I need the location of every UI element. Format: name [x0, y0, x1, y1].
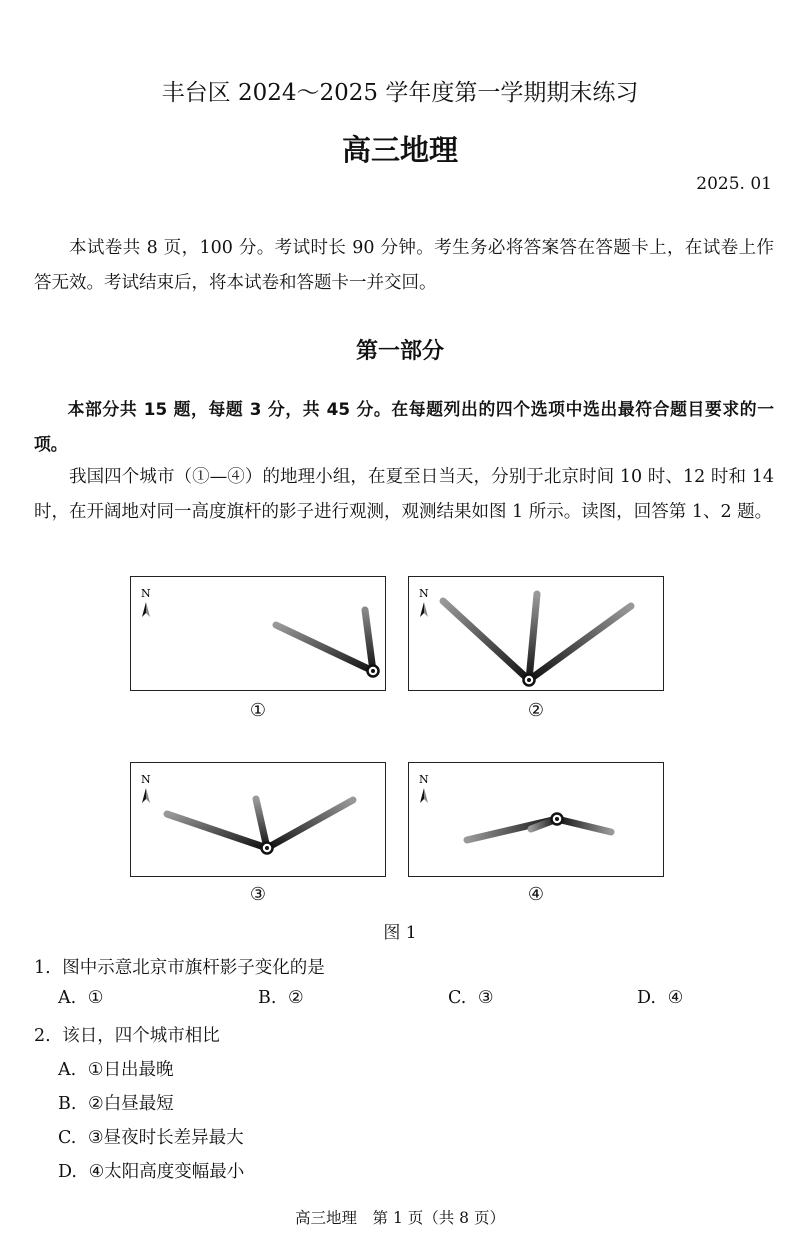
- option-text: ②: [288, 988, 304, 1008]
- option-letter: D.: [637, 988, 656, 1008]
- question-number: 2.: [34, 1026, 51, 1046]
- shadow-diagram-1: [131, 577, 387, 692]
- figure-panel-3-label: ③: [249, 884, 267, 905]
- shadow-14h: [557, 819, 611, 832]
- q2-option-c: [58, 1124, 244, 1149]
- north-arrow-icon: [141, 773, 151, 803]
- option-text: ④: [667, 988, 684, 1008]
- shadow-12h: [529, 594, 537, 680]
- exam-date: 2025. 01: [696, 174, 772, 194]
- exam-title: 丰台区 2024～2025 学年度第一学期期末练习: [161, 80, 639, 106]
- shadow-diagram-4: [409, 763, 665, 878]
- svg-text:N: N: [419, 773, 429, 786]
- option-letter: A.: [58, 1060, 77, 1080]
- svg-text:N: N: [419, 587, 429, 600]
- option-letter: B.: [258, 988, 277, 1008]
- q1-option-a: [58, 988, 103, 1008]
- option-letter: B.: [58, 1094, 77, 1114]
- option-text: ①: [87, 988, 104, 1008]
- figure-panel-3: [130, 762, 386, 877]
- instructions: 本试卷共 8 页，100 分。考试时长 90 分钟。考生务必将答案答在答题卡上，在试卷上作答无效。考试结束后，将本试卷和答题卡一并交回。: [34, 238, 774, 293]
- question-2: [34, 1022, 220, 1047]
- question-text: 该日，四个城市相比: [62, 1026, 220, 1046]
- page-footer: 高三地理 第 1 页（共 8 页）: [295, 1209, 505, 1227]
- shadow-diagram-3: [131, 763, 387, 878]
- question-number: 1.: [34, 958, 51, 978]
- question-text: 图中示意北京市旗杆影子变化的是: [62, 958, 325, 978]
- north-arrow-icon: [419, 587, 429, 617]
- north-arrow-icon: [141, 587, 151, 617]
- svg-text:N: N: [141, 587, 151, 600]
- figure-panel-1-label: ①: [249, 700, 267, 721]
- shadow-14h: [267, 800, 353, 848]
- figure-caption: 图 1: [383, 923, 417, 943]
- figure-panel-2: [408, 576, 664, 691]
- q2-option-a: [58, 1056, 173, 1081]
- shadow-12h: [276, 625, 373, 671]
- q2-option-d: [58, 1158, 244, 1183]
- shadow-14h: [529, 606, 631, 680]
- shadow-12h: [256, 799, 267, 848]
- option-letter: D.: [58, 1162, 77, 1182]
- subject-title: 高三地理: [341, 133, 458, 167]
- question-1: [34, 954, 325, 979]
- q1-option-b: [258, 988, 304, 1008]
- option-text: ①日出最晚: [87, 1060, 174, 1080]
- figure-panel-2-label: ②: [527, 700, 545, 721]
- question-stem: 我国四个城市（①—④）的地理小组，在夏至日当天，分别于北京时间 10 时、12 时和 14 时，在开阔地对同一高度旗杆的影子进行观测，观测结果如图 1 所示。读图，回答第 1、2 题。: [34, 467, 774, 522]
- figure-panel-4: [408, 762, 664, 877]
- svg-text:N: N: [141, 773, 151, 786]
- north-arrow-icon: [419, 773, 429, 803]
- q1-option-c: [448, 988, 494, 1008]
- shadow-diagram-2: [409, 577, 665, 692]
- option-text: ③: [477, 988, 494, 1008]
- shadow-14h: [365, 610, 373, 671]
- option-text: ③昼夜时长差异最大: [87, 1128, 244, 1148]
- option-letter: A.: [58, 988, 77, 1008]
- part-intro: 本部分共 15 题，每题 3 分，共 45 分。在每题列出的四个选项中选出最符合题目要求的一项。: [34, 399, 774, 454]
- option-letter: C.: [58, 1128, 77, 1148]
- shadow-10h: [167, 814, 267, 848]
- q1-option-d: [637, 988, 683, 1008]
- part-title: 第一部分: [355, 339, 444, 364]
- option-letter: C.: [448, 988, 467, 1008]
- option-text: ②白昼最短: [88, 1094, 174, 1114]
- shadow-10h: [443, 601, 529, 680]
- figure-panel-4-label: ④: [527, 884, 545, 905]
- q2-option-b: [58, 1090, 174, 1115]
- option-text: ④太阳高度变幅最小: [88, 1162, 245, 1182]
- figure-panel-1: [130, 576, 386, 691]
